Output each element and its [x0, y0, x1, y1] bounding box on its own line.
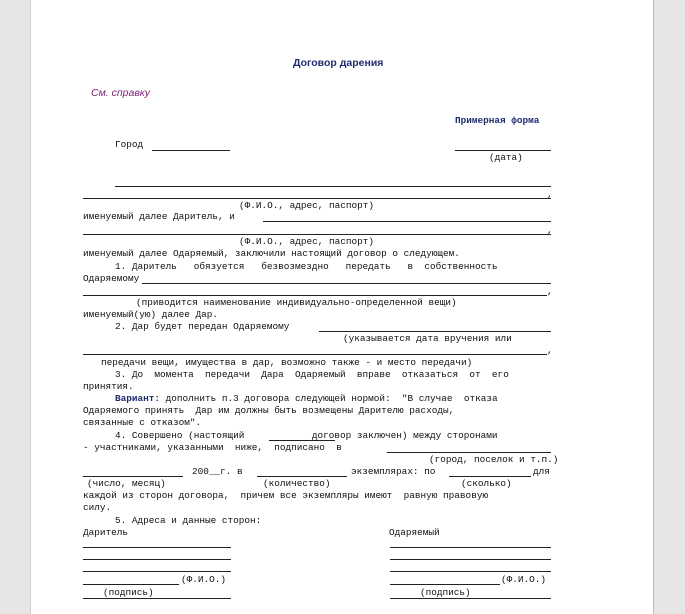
day-month-field[interactable]: [83, 476, 183, 477]
document-page: [31, 0, 653, 614]
city-field[interactable]: [152, 150, 230, 151]
variant-line-1: [115, 393, 498, 404]
recipient-signature-line[interactable]: [390, 598, 551, 599]
donor-fio-signature-field[interactable]: [83, 584, 179, 585]
copies-for: для: [533, 466, 550, 477]
copies-label: экземплярах: по: [351, 466, 436, 477]
document-title: Договор дарения: [293, 57, 384, 69]
item-caption: (приводится наименование индивидуально-определенной вещи): [136, 297, 457, 308]
clause-1-line-2: Одаряемому: [83, 273, 140, 284]
city-label: Город: [115, 139, 144, 150]
donor-data-field-2[interactable]: [83, 559, 231, 560]
clause-4-line-1: 4. Совершено (настоящий договор заключен) между сторонами: [115, 430, 498, 441]
recipient-label: Одаряемый: [389, 527, 440, 538]
comma: ,: [547, 225, 553, 236]
date-field[interactable]: [455, 150, 551, 151]
donor-signature-caption: (подпись): [103, 587, 154, 598]
comma: ,: [547, 345, 553, 356]
fio-caption-2: (Ф.И.О., адрес, паспорт): [239, 236, 375, 247]
place-field-short[interactable]: [269, 440, 335, 441]
transfer-place-field[interactable]: [83, 354, 547, 355]
gift-field-1[interactable]: [142, 283, 551, 284]
variant-line-2: Одаряемого принять Дар им должны быть возмещены Дарителю расходы,: [83, 405, 455, 416]
clause-4-line-3: каждой из сторон договора, причем все экземпляры имеют равную правовую: [83, 490, 489, 501]
clause-1-line-1: 1. Даритель обязуется безвозмездно передать в собственность: [115, 261, 498, 272]
clause-3-line-2: принятия.: [83, 381, 134, 392]
quantity-field[interactable]: [257, 476, 347, 477]
donor-fio-field-2[interactable]: [83, 198, 551, 199]
sample-form-label: Примерная форма: [455, 115, 540, 126]
donor-data-field-1[interactable]: [83, 547, 231, 548]
clause-4-line-2: - участниками, указанными ниже, подписано в: [83, 442, 342, 453]
clause-3-line-1: 3. До момента передачи Дара Одаряемый вправе отказаться от его: [115, 369, 509, 380]
donor-intro: именуемый далее Даритель, и: [83, 211, 235, 222]
clause-2-caption-2: передачи вещи, имущества в дар, возможно также - и место передачи): [101, 357, 473, 368]
quantity-caption: (количество): [263, 478, 331, 489]
donor-fio-caption: (Ф.И.О.): [181, 574, 227, 585]
recipient-signature-caption: (подпись): [420, 587, 471, 598]
recipient-fio-field-2[interactable]: [83, 234, 551, 235]
recipient-fio-caption: (Ф.И.О.): [501, 574, 547, 585]
recipient-data-field-1[interactable]: [390, 547, 551, 548]
day-month-caption: (число, месяц): [87, 478, 166, 489]
donor-label: Даритель: [83, 527, 129, 538]
comma: ,: [547, 286, 553, 297]
clause-2-caption-1: (указывается дата вручения или: [343, 333, 512, 344]
recipient-data-field-2[interactable]: [390, 559, 551, 560]
variant-line-3: связанные с отказом".: [83, 417, 202, 428]
variant-label: Вариант:: [115, 393, 161, 404]
city-caption: (город, поселок и т.п.): [429, 454, 559, 465]
recipient-fio-field-1[interactable]: [263, 221, 551, 222]
gift-field-2[interactable]: [83, 295, 547, 296]
date-caption: (дата): [489, 152, 523, 163]
donor-signature-line[interactable]: [83, 598, 231, 599]
recipient-fio-signature-field[interactable]: [390, 584, 500, 585]
clause-4-line-4: силу.: [83, 502, 112, 513]
transfer-date-field[interactable]: [319, 331, 551, 332]
comma: ,: [547, 189, 553, 200]
signing-city-field[interactable]: [387, 452, 551, 453]
recipient-intro: именуемый далее Одаряемый, заключили настоящий договор о следующем.: [83, 248, 460, 259]
year-line: 200__г. в: [192, 466, 243, 477]
clause-2-line-1: 2. Дар будет передан Одаряемому: [115, 321, 290, 332]
how-many-caption: (сколько): [461, 478, 512, 489]
recipient-data-field-3[interactable]: [390, 571, 551, 572]
item-named: именуемый(ую) далее Дар.: [83, 309, 219, 320]
donor-data-field-3[interactable]: [83, 571, 231, 572]
donor-fio-field-1[interactable]: [115, 186, 551, 187]
fio-caption-1: (Ф.И.О., адрес, паспорт): [239, 200, 375, 211]
variant-text-1: дополнить п.3 договора следующей нормой: "В случае отказа: [160, 393, 498, 404]
help-link[interactable]: См. справку: [91, 87, 151, 99]
clause-5: 5. Адреса и данные сторон:: [115, 515, 262, 526]
each-count-field[interactable]: [449, 476, 531, 477]
